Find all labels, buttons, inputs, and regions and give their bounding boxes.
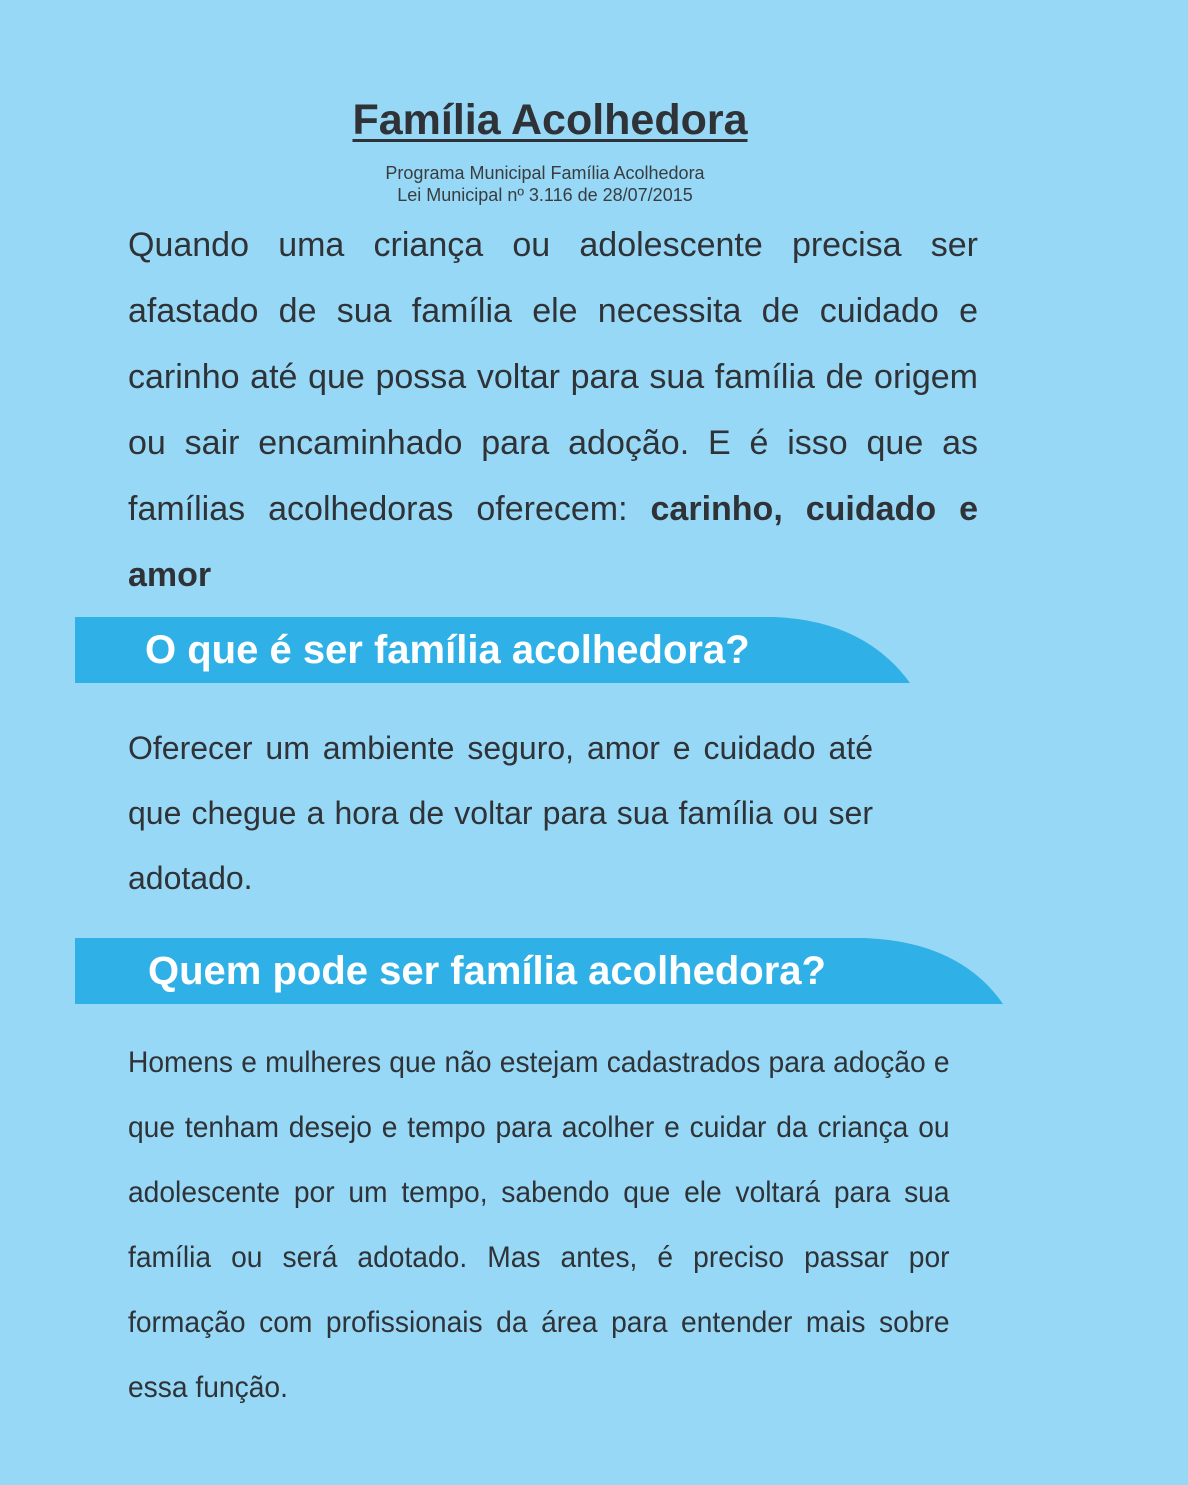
intro-paragraph [128,212,978,608]
section-who-can-text: Homens e mulheres que não estejam cadastrados para adoção e que tenham desejo e tempo para acolher e cuidar da criança ou adolescente por um tempo, sabendo que ele voltará para sua família ou será adotado. Mas antes, é preciso passar por formação com profissionais da área para entender mais sobre essa função. [128,1046,950,1404]
intro-emphasis: carinho, cuidado e amor [128,490,978,594]
section-banner-what-is [75,617,910,683]
page-title: Família Acolhedora [352,96,748,144]
section-banner-who-can [75,938,1003,1004]
section-heading-what-is: O que é ser família acolhedora? [145,628,750,672]
program-name: Programa Municipal Família Acolhedora [385,163,705,183]
section-what-is-text: Oferecer um ambiente seguro, amor e cuidado até que chegue a hora de voltar para sua família ou ser adotado. [128,730,873,896]
intro-text: Quando uma criança ou adolescente precisa ser afastado de sua família ele necessita de cuidado e carinho até que possa voltar para sua família de origem ou sair encaminhado para adoção. E é isso que as famílias acolhedoras oferecem: [128,226,978,528]
section-heading-who-can: Quem pode ser família acolhedora? [148,949,826,993]
law-reference: Lei Municipal nº 3.116 de 28/07/2015 [397,185,693,205]
program-subtitle [0,162,1090,206]
